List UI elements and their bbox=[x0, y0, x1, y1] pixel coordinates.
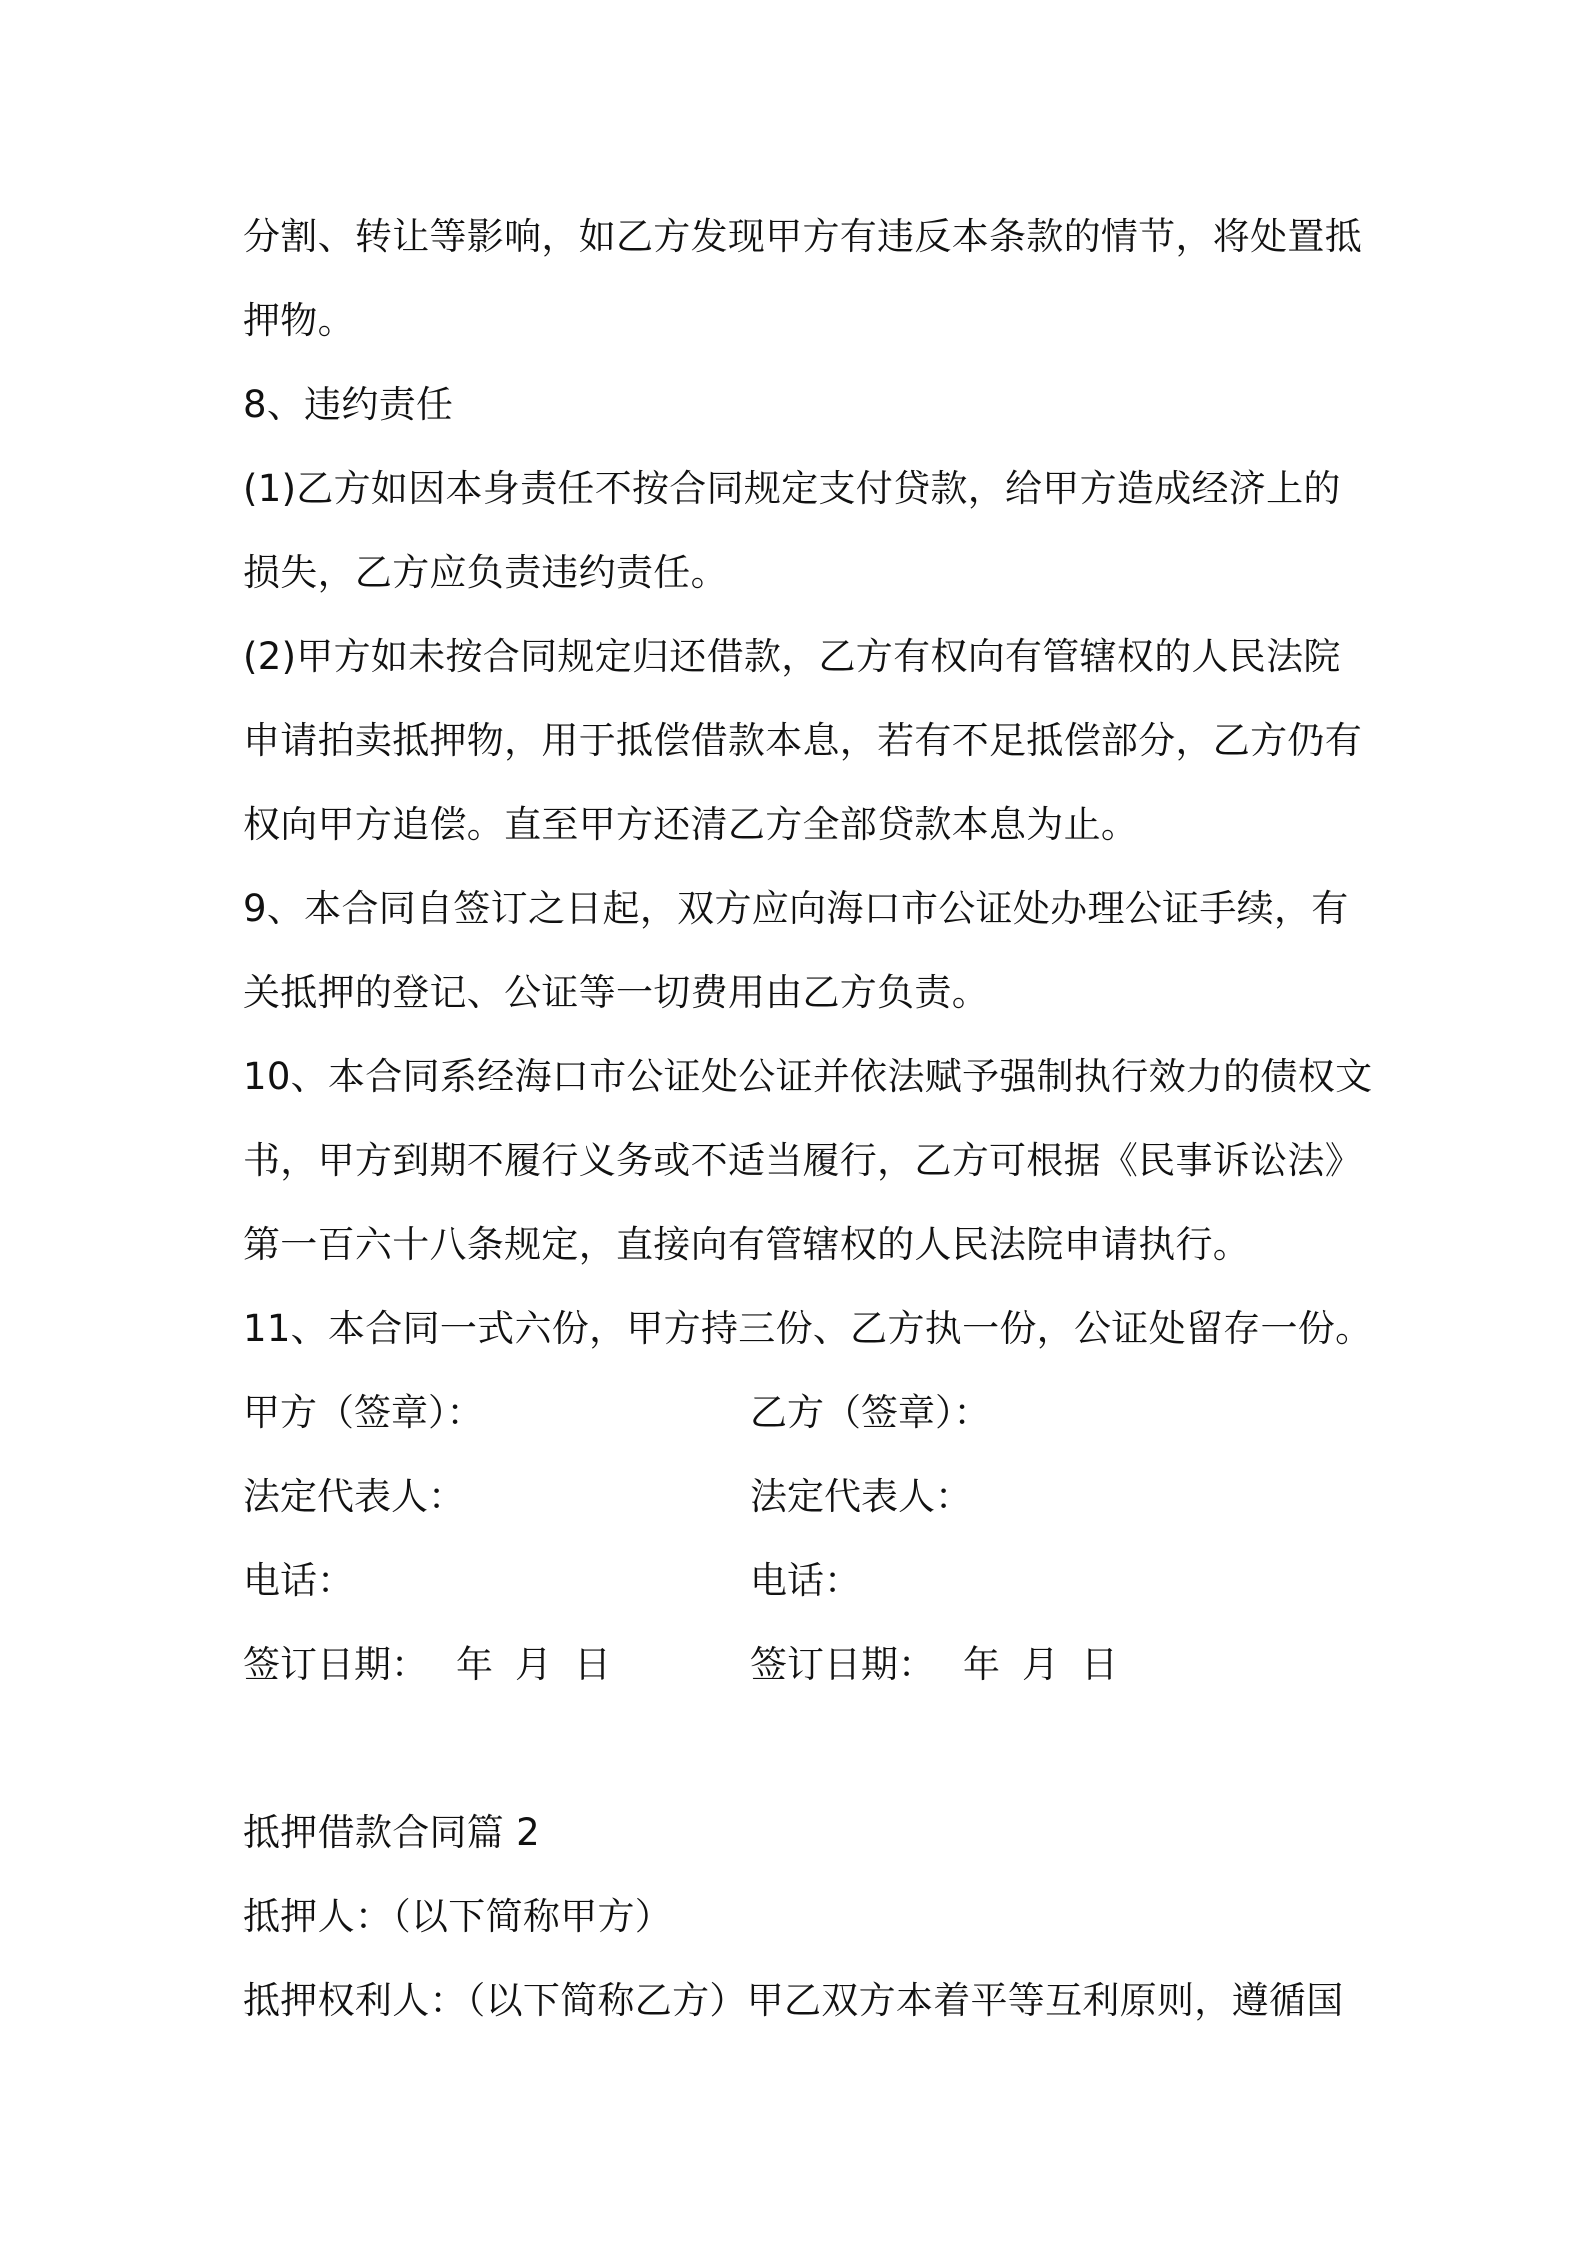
signature-row-representative bbox=[243, 1455, 1363, 1539]
paragraph-line: 11、本合同一式六份，甲方持三份、乙方执一份，公证处留存一份。 bbox=[243, 1307, 1373, 1350]
paragraph-line: (2)甲方如未按合同规定归还借款，乙方有权向有管辖权的人民法院 bbox=[243, 635, 1341, 678]
signature-row-date bbox=[243, 1623, 1363, 1707]
paragraph-line: 9、本合同自签订之日起，双方应向海口市公证处办理公证手续，有 bbox=[243, 887, 1349, 930]
signature-row-seal bbox=[243, 1371, 1363, 1455]
day-label: 日 bbox=[574, 1643, 611, 1686]
paragraph-line: 关抵押的登记、公证等一切费用由乙方负责。 bbox=[243, 971, 989, 1014]
party-b-date-label: 签订日期： bbox=[750, 1643, 935, 1686]
paragraph-line: 分割、转让等影响，如乙方发现甲方有违反本条款的情节，将处置抵 bbox=[243, 215, 1362, 258]
party-a-date-label: 签订日期： bbox=[243, 1643, 428, 1686]
party-a-representative-label: 法定代表人： bbox=[243, 1475, 465, 1518]
paragraph-line: (1)乙方如因本身责任不按合同规定支付贷款，给甲方造成经济上的 bbox=[243, 467, 1341, 510]
section2-mortgagor: 抵押人：（以下简称甲方） bbox=[243, 1895, 673, 1938]
document-body bbox=[243, 195, 1373, 2043]
section2-title: 抵押借款合同篇 2 bbox=[243, 1811, 541, 1854]
paragraph-line: 申请拍卖抵押物，用于抵偿借款本息，若有不足抵偿部分，乙方仍有 bbox=[243, 719, 1362, 762]
party-a-date bbox=[243, 1623, 750, 1707]
paragraph-line: 第一百六十八条规定，直接向有管辖权的人民法院申请执行。 bbox=[243, 1223, 1251, 1266]
section-heading-breach: 8、违约责任 bbox=[243, 383, 454, 426]
section2-mortgagee: 抵押权利人：（以下简称乙方）甲乙双方本着平等互利原则，遵循国 bbox=[243, 1979, 1344, 2022]
paragraph-line: 损失，乙方应负责违约责任。 bbox=[243, 551, 728, 594]
day-label: 日 bbox=[1081, 1643, 1118, 1686]
section-spacer bbox=[243, 1707, 1363, 1791]
paragraph-line: 押物。 bbox=[243, 299, 355, 342]
party-b-seal-label: 乙方（签章）： bbox=[750, 1391, 991, 1434]
party-b-date bbox=[750, 1623, 1310, 1707]
year-label: 年 bbox=[963, 1643, 1000, 1686]
paragraph-line: 书，甲方到期不履行义务或不适当履行，乙方可根据《民事诉讼法》 bbox=[243, 1139, 1362, 1182]
month-label: 月 bbox=[515, 1643, 552, 1686]
party-a-phone-label: 电话： bbox=[243, 1559, 354, 1602]
party-b-date-fields bbox=[963, 1623, 1140, 1707]
party-b-phone-label: 电话： bbox=[750, 1559, 861, 1602]
month-label: 月 bbox=[1022, 1643, 1059, 1686]
signature-row-phone bbox=[243, 1539, 1363, 1623]
year-label: 年 bbox=[456, 1643, 493, 1686]
party-b-representative-label: 法定代表人： bbox=[750, 1475, 972, 1518]
paragraph-line: 10、本合同系经海口市公证处公证并依法赋予强制执行效力的债权文 bbox=[243, 1055, 1373, 1098]
paragraph-line: 权向甲方追偿。直至甲方还清乙方全部贷款本息为止。 bbox=[243, 803, 1139, 846]
party-a-date-fields bbox=[456, 1623, 633, 1707]
party-a-seal-label: 甲方（签章）： bbox=[243, 1391, 484, 1434]
